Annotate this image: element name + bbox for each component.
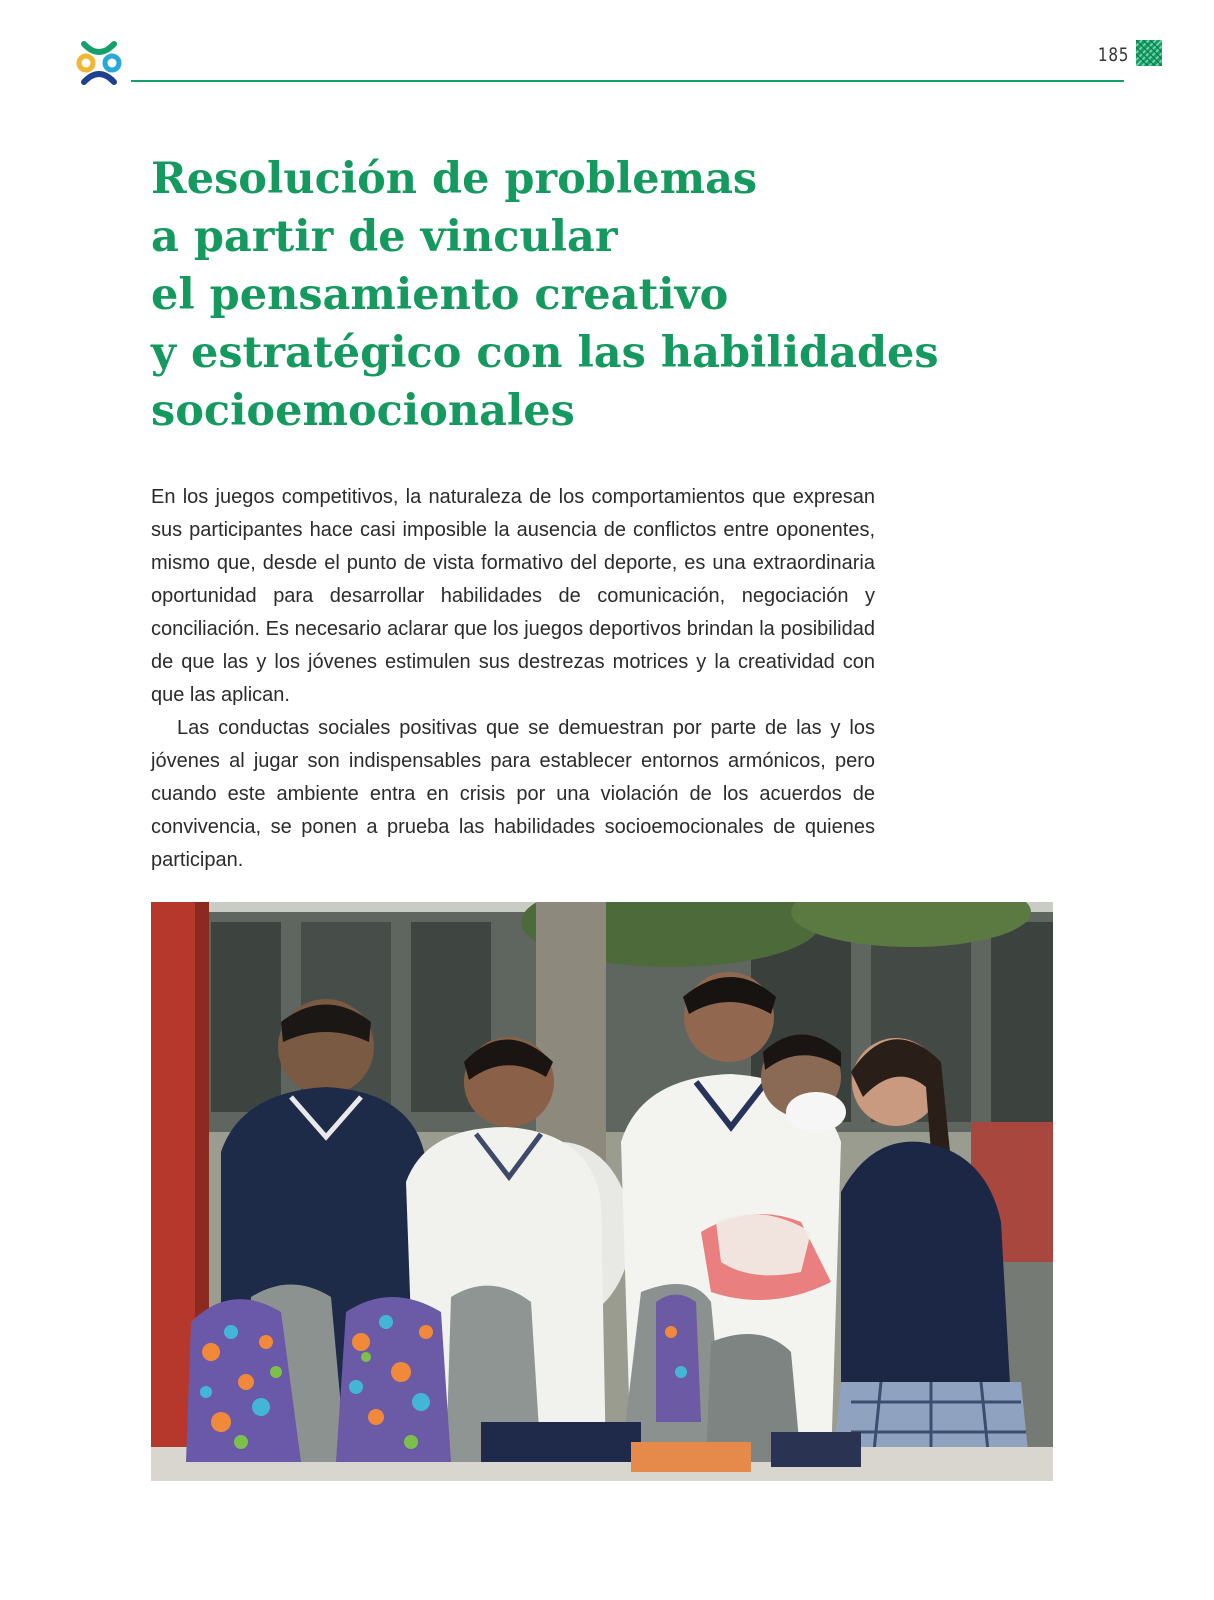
title-line: a partir de vincular [151,212,618,262]
title-line: socioemocionales [151,386,575,436]
paragraph: En los juegos competitivos, la naturaleza de los comportamientos que expresan sus participantes hace casi imposible la ausencia de conflictos entre oponentes, mismo que, desde el punto de vista formativo del deporte, es una extraordinaria oportunidad para desarrollar habilidades de comunicación, negociación y conciliación. Es necesario aclarar que los juegos deportivos brindan la posibilidad de que las y los jóvenes estimulen sus destrezas motrices y la creatividad con que las aplican. [151,486,875,706]
header-rule [131,80,1124,82]
title-line: Resolución de problemas [151,154,758,204]
page-title [151,150,1051,440]
paragraph: Las conductas sociales positivas que se demuestran por parte de las y los jóvenes al jugar son indispensables para establecer entornos armónicos, pero cuando este ambiente entra en crisis por una violación de los acuerdos de convivencia, se ponen a prueba las habilidades socioemocionales de quienes participan. [151,717,875,871]
students-sorting-backpacks-photo [151,902,1053,1481]
body-text [151,481,875,877]
page-header [0,0,1214,100]
green-pattern-square-icon [1136,40,1162,66]
title-line: y estratégico con las habilidades [151,328,939,378]
school-emblem-icon [74,38,124,88]
page-number: 185 [1097,44,1129,66]
title-line: el pensamiento creativo [151,270,729,320]
